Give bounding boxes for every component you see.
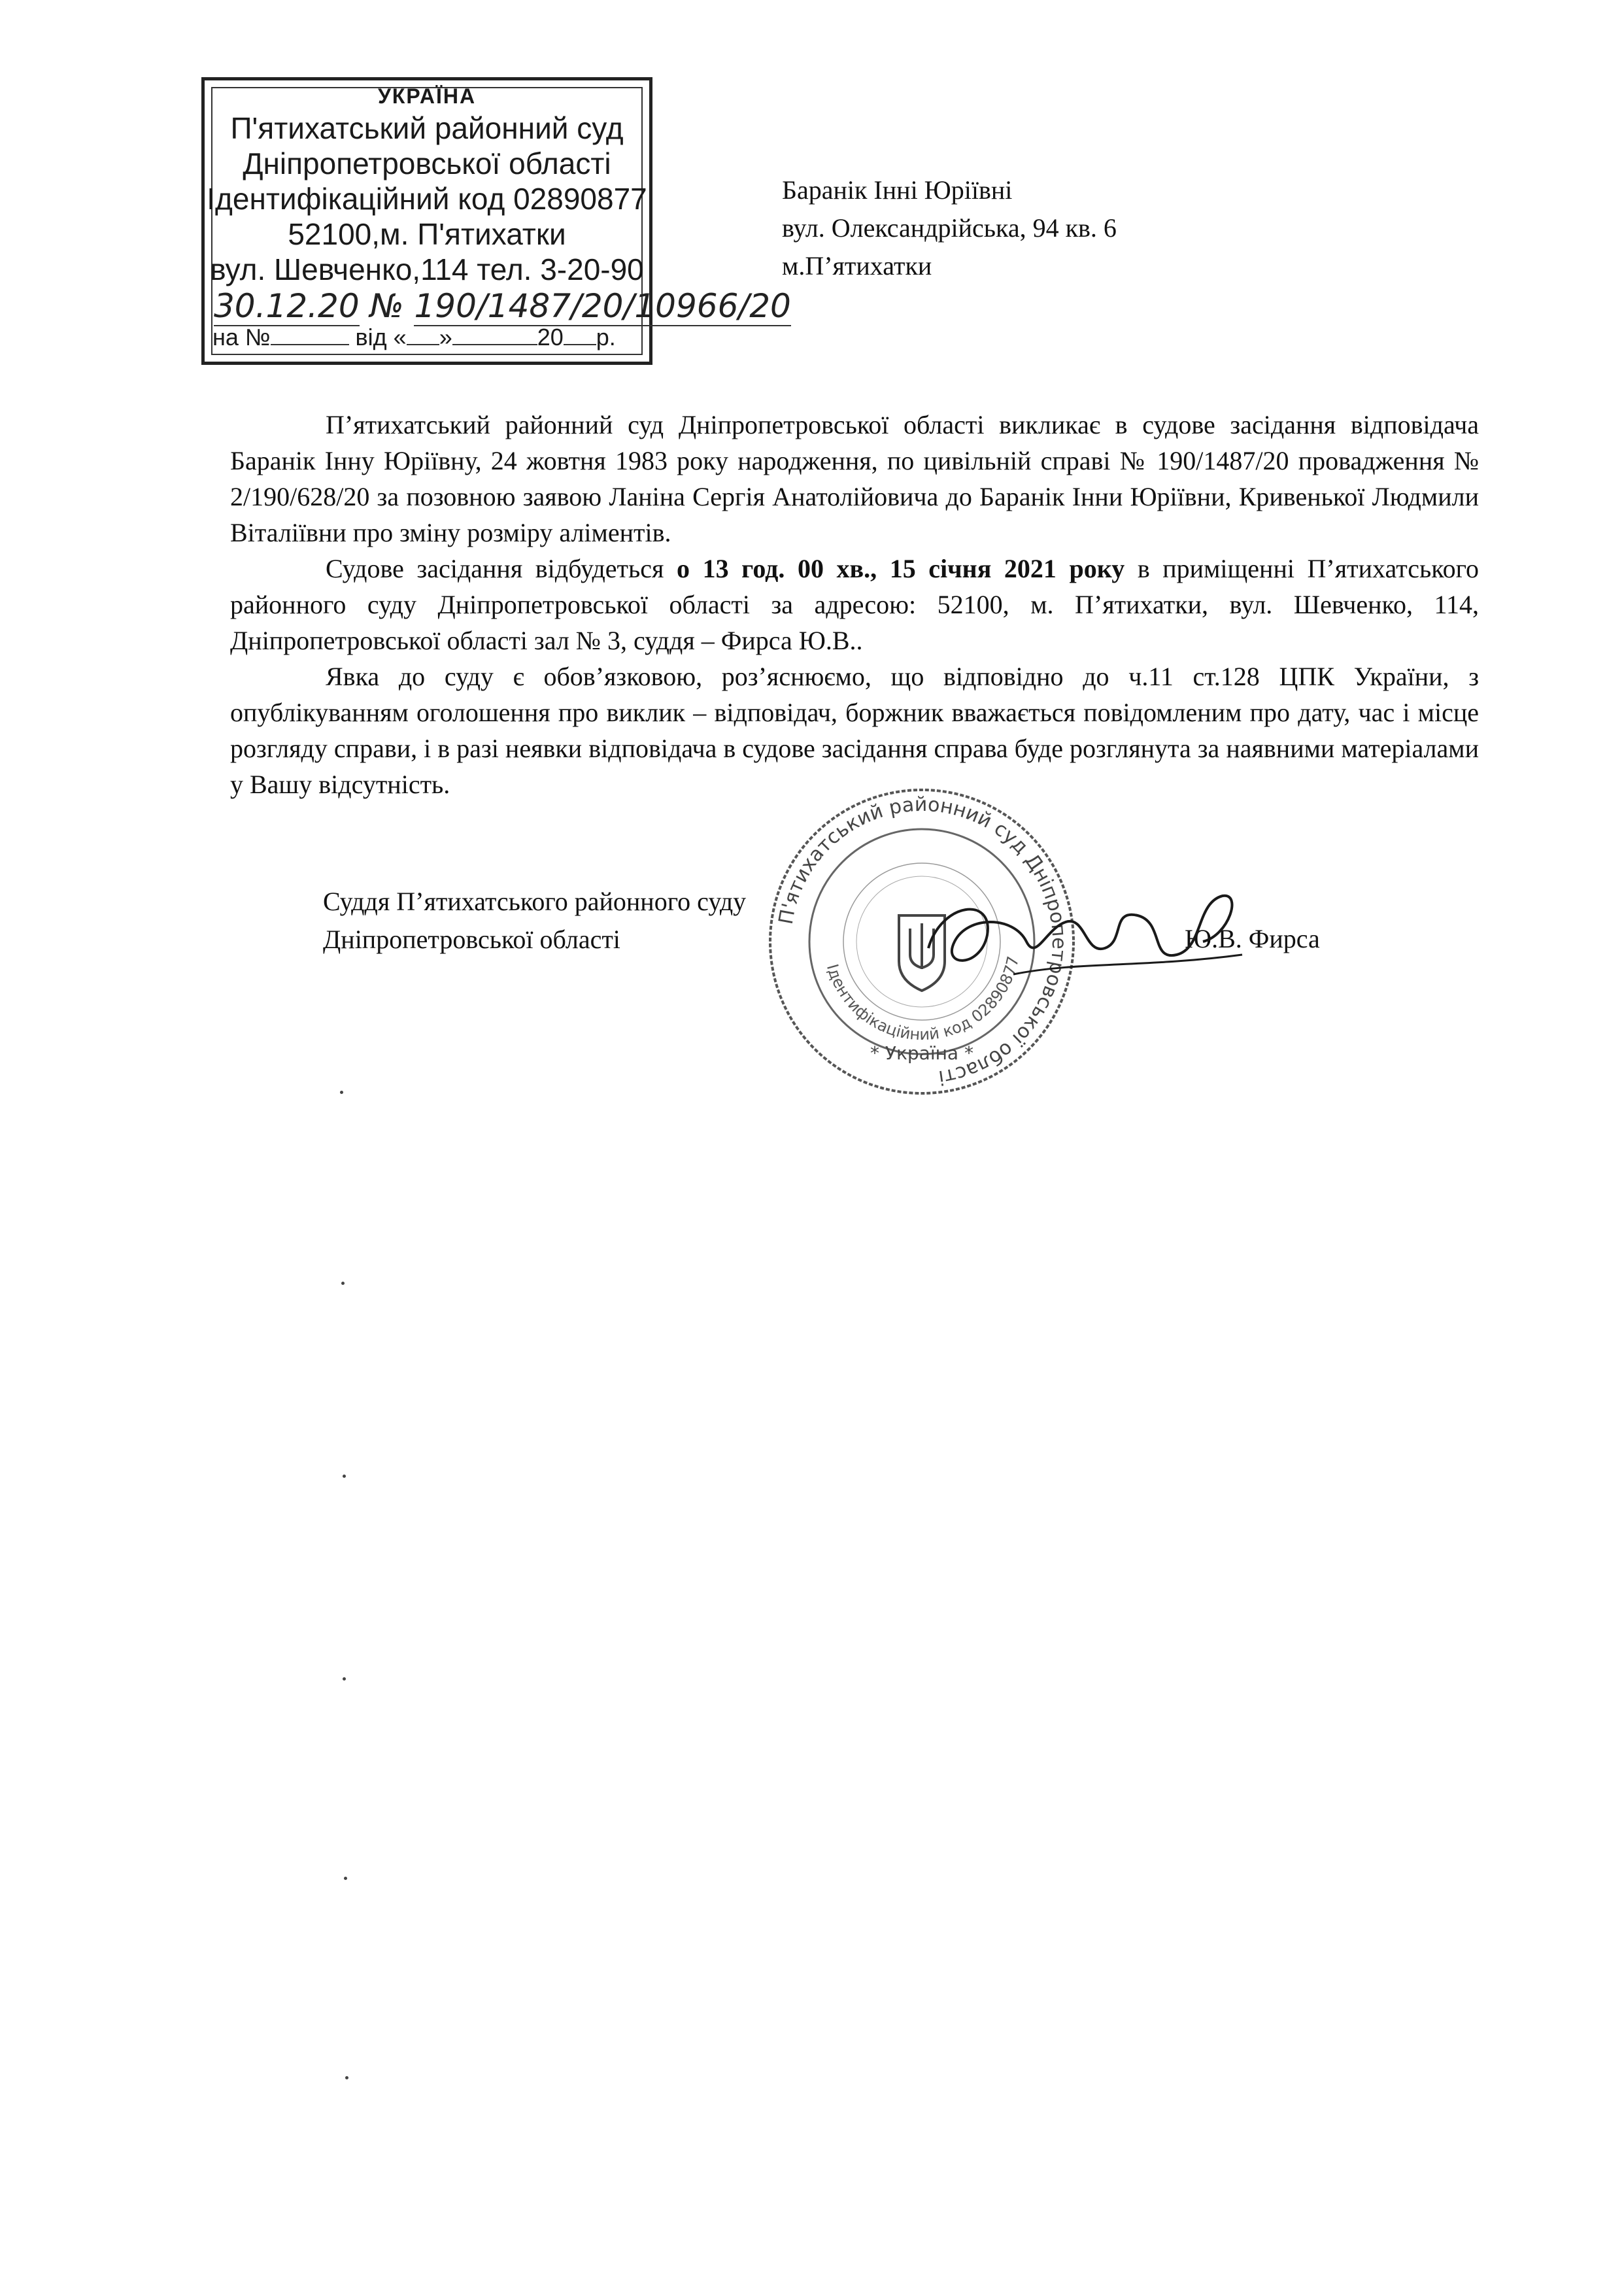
recipient-address-block [782,171,1117,285]
recipient-city: м.П’ятихатки [782,251,932,281]
scan-speck [341,1282,345,1285]
stamp-ref-label-4: 20 [537,324,564,350]
signature-title-line-2: Дніпропетровської області [323,925,620,954]
stamp-address: вул. Шевченко,114 тел. 3-20-90 [210,252,644,286]
stamp-date-number [214,287,791,325]
hearing-location: в приміщенні П’ятихатського районного суду Дніпропетровської області за адресою: 52100, м. П’ятихатки, вул. Шевченко, 114, Дніпропетровської області зал № 3, суддя – Фирса Ю.В.. [230,554,1480,655]
handwritten-signature [915,876,1255,994]
stamp-ref-label-3: » [439,324,452,350]
seal-country-text: * Україна * [870,1042,973,1064]
seal-code-text: Ідентифікаційний код 02890877 [822,954,1023,1044]
scan-speck [343,1475,346,1478]
stamp-date: 30.12.20 [214,287,360,325]
scan-speck [344,1877,347,1880]
hearing-intro: Судове засідання відбудеться [326,554,664,583]
stamp-ref-label-5: р. [596,324,616,350]
stamp-region: Дніпропетровської області [243,146,611,180]
stamp-ref-blank-1 [271,324,349,345]
stamp-ref-blank-3 [452,324,537,345]
stamp-court-name: П'ятихатський районний суд [230,111,624,145]
summons-paragraph-3: Явка до суду є обов’язковою, роз’яснюємо, що відповідно до ч.11 ст.128 ЦПК України, з опублікуванням оголошення про виклик – відповідач, боржник вважається повідомленим про дату, час і місце розгляду справи, і в разі неявки відповідача в судове засідання справа буде розглянута за наявними матеріалами у Вашу відсутність. [230,662,1479,799]
stamp-id-code: Ідентифікаційний код 02890877 [207,182,647,216]
summons-paragraph-1: П’ятихатський районний суд Дніпропетровської області викликає в судове засідання відповідача Баранік Інну Юріївну, 24 жовтня 1983 року народження, по цивільній справі № 190/1487/20 провадження № 2/190/628/20 за позовною заявою Ланіна Сергія Анатолійовича до Баранік Інни Юріївни, Кривенької Людмили Віталіївни про зміну розміру аліментів. [230,410,1479,547]
summons-paragraph-2 [230,551,1479,658]
stamp-number: 190/1487/20/10966/20 [414,287,791,325]
recipient-street: вул. Олександрійська, 94 кв. 6 [782,213,1117,243]
signatory-name: Ю.В. Фирса [1185,924,1320,953]
seal-ring-text: П'ятихатський районний суд Дніпропетровської області [774,793,1071,1089]
stamp-country: УКРАЇНА [377,84,477,108]
stamp-ref-blank-4 [564,324,596,345]
stamp-number-label: № [369,287,404,325]
stamp-ref-blank-2 [407,324,439,345]
signature-title [323,883,746,959]
scan-speck [340,1091,343,1094]
recipient-name: Баранік Інні Юріївні [782,175,1013,205]
hearing-datetime: о 13 год. 00 хв., 15 січня 2021 року [677,554,1125,583]
stamp-reference-line [212,324,616,351]
summons-body [230,407,1479,802]
stamp-ref-label-2: від « [355,324,407,350]
stamp-ref-label-1: на № [212,324,271,350]
court-corner-stamp [201,77,791,365]
scan-speck [343,1677,346,1681]
signature-title-line-1: Суддя П’ятихатського районного суду [323,887,747,916]
stamp-city: 52100,м. П'ятихатки [288,217,566,251]
scan-speck [345,2076,348,2079]
